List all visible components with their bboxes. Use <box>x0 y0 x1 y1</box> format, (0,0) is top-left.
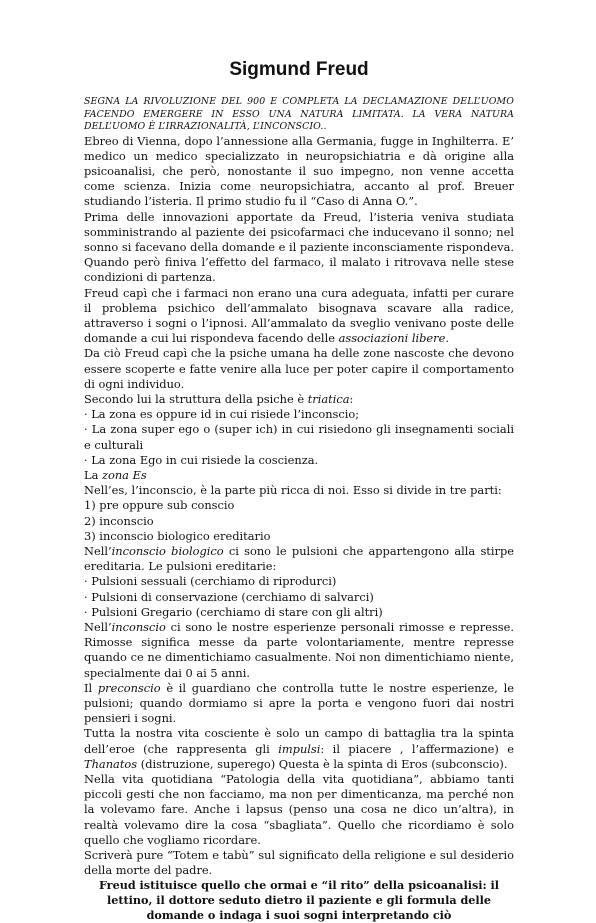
document-body <box>84 134 514 923</box>
list-item-part: 2) inconscio <box>84 514 514 529</box>
text-run: : <box>350 392 354 406</box>
text-run: Freud capì che i farmaci non erano una cura adeguata, infatti per curare il problema psichico dell’ammalato bisognava scavare alla radice, attraverso i sogni o l’ipnosi. All’ammalato da sveglio venivano poste delle domande a cui lui rispondeva facendo delle <box>84 286 514 346</box>
text-run: La <box>84 468 102 482</box>
paragraph-biological-unconscious <box>84 544 514 574</box>
paragraph-structure <box>84 392 514 407</box>
list-item-drive: · Pulsioni sessuali (cerchiamo di riprodurci) <box>84 574 514 589</box>
list-item-drive: · Pulsioni Gregario (cerchiamo di stare con gli altri) <box>84 605 514 620</box>
list-item-zone: · La zona Ego in cui risiede la coscienza. <box>84 453 514 468</box>
paragraph-unconscious <box>84 620 514 681</box>
list-item-drive: · Pulsioni di conservazione (cerchiamo di salvarci) <box>84 590 514 605</box>
text-run: ci sono le nostre esperienze personali rimosse e represse. Rimosse significa messe da parte volontariamente, mentre represse quando ce ne dimentichiamo casualmente. Noi non dimentichiamo niente, specialmente dai 0 ai 5 anni. <box>84 620 514 680</box>
paragraph-hysteria: Prima delle innovazioni apportate da Freud, l’isteria veniva studiata somministrando al paziente dei psicofarmaci che inducevano il sonno; nel sonno si facevano della domande e il paziente inconsciamente rispondeva. Quando però finiva l’effetto del farmaco, il malato i ritrovava nelle stese condizioni di partenza. <box>84 210 514 286</box>
intro-subtitle: SEGNA LA RIVOLUZIONE DEL 900 E COMPLETA LA DECLAMAZIONE DELL’UOMO FACENDO EMERGERE IN ESSO UNA NATURA LIMITATA. LA VERA NATURA DELL’UOMO È L’IRRAZIONALITÀ, L’INCONSCIO.. <box>84 96 514 134</box>
paragraph-preconscious <box>84 681 514 727</box>
text-run: è il guardiano che controlla tutte le nostre esperienze, le pulsioni; quando dormiamo si apre la porta e vengono fuori dai nostri pensieri i sogni. <box>84 681 514 725</box>
text-run: Secondo lui la struttura della psiche è <box>84 392 308 406</box>
page-title: Sigmund Freud <box>84 58 514 82</box>
list-item-zone: · La zona es oppure id in cui risiede l’inconscio; <box>84 407 514 422</box>
paragraph-everyday-life: Nella vita quotidiana “Patologia della vita quotidiana”, abbiamo tanti piccoli gesti che non facciamo, ma non per dimenticanza, ma perché non la volevamo fare. Anche i lapsus (penso una cosa ne dico un’altra), in realtà volevamo dire la cosa “sbagliata”. Quello che ricordiamo è solo quello che vogliamo ricordare. <box>84 772 514 848</box>
text-run-italic: inconscio biologico <box>112 544 224 558</box>
list-item-part: 3) inconscio biologico ereditario <box>84 529 514 544</box>
text-run: (distruzione, superego) Questa è la spinta di Eros (subconscio). <box>137 757 507 771</box>
section-heading-zona-es <box>84 468 514 483</box>
text-run: Il <box>84 681 98 695</box>
text-run: ci sono le pulsioni che appartengono alla stirpe ereditaria. Le pulsioni ereditarie: <box>84 544 514 573</box>
text-run-italic: inconscio <box>112 620 166 634</box>
paragraph-es: Nell’es, l’inconscio, è la parte più ricca di noi. Esso si divide in tre parti: <box>84 483 514 498</box>
paragraph-hidden-zones: Da ciò Freud capì che la psiche umana ha delle zone nascoste che devono essere scoperte e fatte venire alla luce per poter capire il comportamento di ogni individuo. <box>84 346 514 392</box>
paragraph-free-association <box>84 286 514 347</box>
text-run-italic: triatica <box>308 392 350 406</box>
text-run-italic: impulsi <box>278 742 320 756</box>
text-run-italic: Thanatos <box>84 757 137 771</box>
list-item-zone: · La zona super ego o (super ich) in cui risiedono gli insegnamenti sociali e culturali <box>84 422 514 452</box>
paragraph-totem: Scriverà pure “Totem e tabù” sul significato della religione e sul desiderio della morte del padre. <box>84 848 514 878</box>
text-run-italic: preconscio <box>98 681 161 695</box>
text-run-italic: zona Es <box>102 468 147 482</box>
paragraph-biography: Ebreo di Vienna, dopo l’annessione alla Germania, fugge in Inghilterra. E’ medico un medico specializzato in neuropsichiatria e dà origine alla psicoanalisi, che però, nonostante il suo impegno, non venne accetta come scienza. Inizia come neuropsichiatra, accanto al prof. Breuer studiando l’isteria. Il primo studio fu il “Caso di Anna O.”. <box>84 134 514 210</box>
text-run: Nell’ <box>84 620 112 634</box>
text-run: Nell’ <box>84 544 112 558</box>
text-run: : il piacere , l’affermazione) e <box>320 742 514 756</box>
text-run: Tutta la nostra vita cosciente è solo un campo di battaglia tra la spinta dell’eroe (che rappresenta gli <box>84 726 514 755</box>
paragraph-battlefield <box>84 726 514 772</box>
text-run: . <box>445 331 449 345</box>
text-run-italic: associazioni libere <box>339 331 446 345</box>
document-page <box>84 0 514 923</box>
list-item-part: 1) pre oppure sub conscio <box>84 498 514 513</box>
paragraph-ritual: Freud istituisce quello che ormai e “il rito” della psicoanalisi: il lettino, il dottore seduto dietro il paziente e gli formula delle domande o indaga i suoi sogni interpretando ciò <box>84 878 514 923</box>
